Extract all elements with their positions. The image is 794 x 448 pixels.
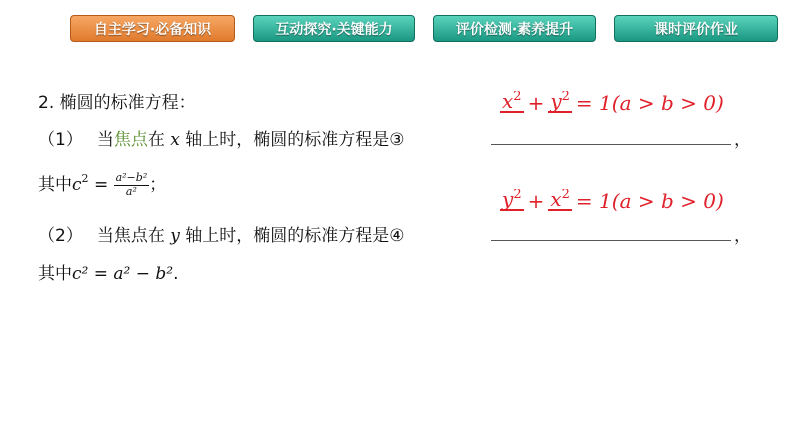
item2-note-expr: c² = a² − b² [72, 264, 174, 284]
item1-note-prefix: 其中 [38, 175, 72, 195]
answer-4-num1: y [502, 189, 514, 211]
item2-post: 轴上时，椭圆的标准方程是④ [185, 226, 405, 246]
answer-4: $y^2$ + $x^2$ = 1(a > b > 0) [502, 189, 724, 213]
answer-3-rhs: = 1(a > b > 0) [575, 91, 724, 115]
answer-blank-4[interactable] [491, 240, 731, 241]
item1-note [38, 170, 166, 198]
item1-note-lhs: $c^2$ [72, 172, 89, 195]
item2-pre: 当焦点在 [96, 226, 165, 246]
item1-number: （1） [38, 130, 83, 150]
item1-axis: x [170, 130, 180, 150]
section-heading: 2. 椭圆的标准方程： [38, 93, 196, 113]
item1-note-suffix: ； [149, 175, 167, 195]
item1-note-eq: = [93, 175, 109, 195]
answer-3-num2: y [550, 91, 562, 113]
answer-3-num1: x [502, 91, 514, 113]
tab-interactive-inquiry[interactable]: 互动探究·关键能力 [253, 15, 415, 42]
item1-note-fraction: $\frac{\text{a²−b²}}{\text{a²}}$ [115, 171, 148, 198]
answer-4-num2: x [550, 189, 562, 211]
item1-post: 轴上时，椭圆的标准方程是③ [185, 130, 405, 150]
answer-4-rhs: = 1(a > b > 0) [575, 189, 724, 213]
answer-blank-3[interactable] [491, 144, 731, 145]
tab-homework[interactable]: 课时评价作业 [614, 15, 778, 42]
item2-axis: y [170, 226, 180, 246]
item1-line [38, 125, 404, 150]
tab-evaluation[interactable]: 评价检测·素养提升 [433, 15, 596, 42]
item2-comma: ， [734, 226, 751, 246]
item1-pre: 当 [96, 130, 114, 150]
item1-comma: ， [734, 130, 751, 150]
item2-line [38, 221, 405, 246]
item2-note-prefix: 其中 [38, 264, 72, 284]
item2-number: （2） [38, 226, 83, 246]
item2-note [38, 259, 179, 284]
item1-keyword-focus: 焦点 [113, 130, 148, 150]
item1-mid: 在 [147, 130, 165, 150]
tab-self-study[interactable]: 自主学习·必备知识 [70, 15, 235, 42]
item2-note-suffix: . [173, 264, 179, 284]
answer-3: $x^2$ + $y^2$ = 1(a > b > 0) [502, 91, 724, 115]
